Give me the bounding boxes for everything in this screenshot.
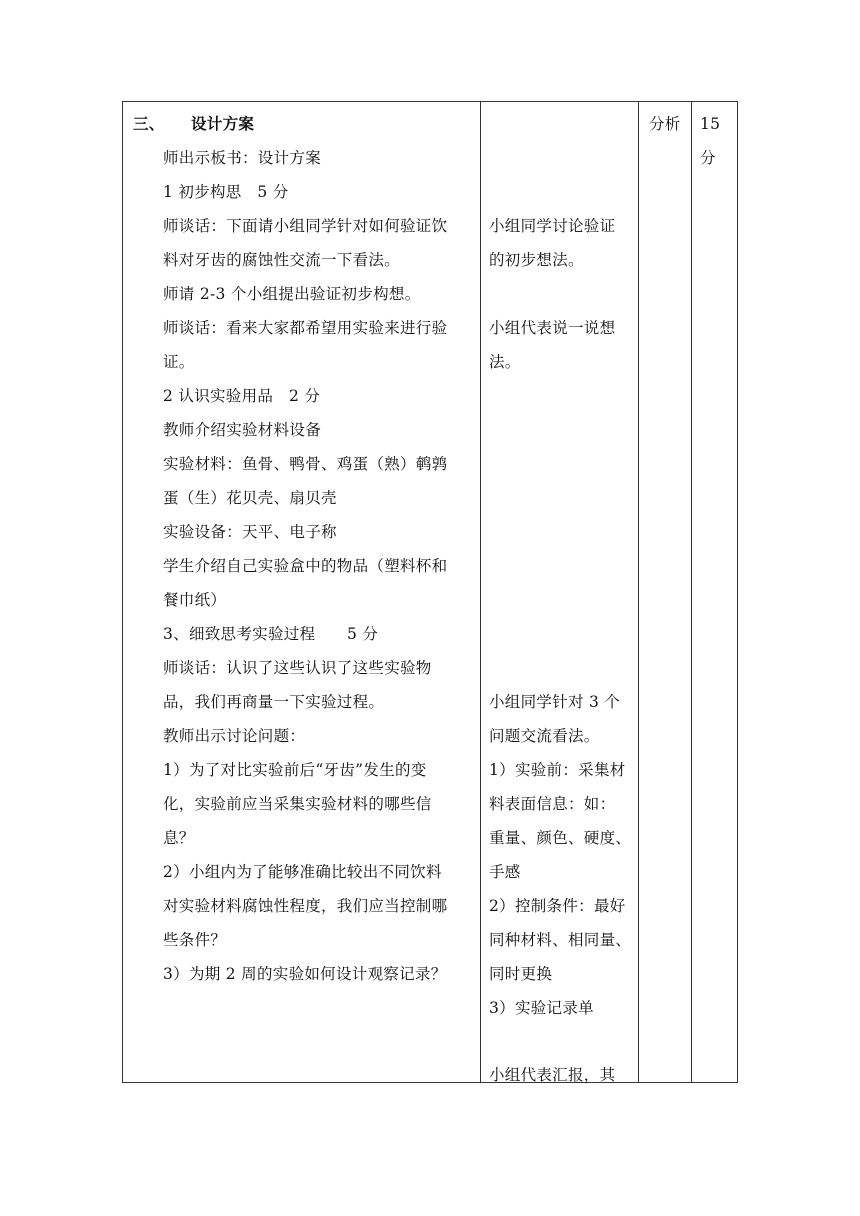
section-title: 设计方案 (191, 114, 255, 133)
teacher-line: 学生介绍自己实验盒中的物品（塑料杯和 (163, 557, 448, 575)
teacher-line: 证。 (163, 353, 195, 371)
teacher-line: 3）为期 2 周的实验如何设计观察记录？ (163, 965, 447, 983)
teacher-line: 教师介绍实验材料设备 (163, 421, 322, 439)
section-number: 三、 (133, 114, 165, 133)
lesson-plan-table (122, 101, 738, 1083)
teacher-line: 实验设备：天平、电子称 (163, 523, 337, 541)
teacher-line: 品，我们再商量一下实验过程。 (163, 693, 385, 711)
time-value: 15 (700, 115, 721, 133)
student-line: 2）控制条件：最好 (489, 897, 626, 915)
student-line: 3）实验记录单 (489, 999, 594, 1017)
student-line: 手感 (489, 863, 521, 881)
column-divider (638, 102, 639, 1082)
teacher-line: 对实验材料腐蚀性程度，我们应当控制哪 (163, 897, 448, 915)
teacher-line: 师谈话：看来大家都希望用实验来进行验 (163, 319, 448, 337)
teacher-line: 些条件？ (163, 931, 227, 949)
teacher-line: 1 初步构思 5 分 (163, 183, 289, 201)
design-intent-label: 分析 (649, 115, 681, 133)
teacher-line: 化，实验前应当采集实验材料的哪些信 (163, 795, 432, 813)
teacher-line: 息？ (163, 829, 195, 847)
time-unit: 分 (700, 149, 716, 167)
teacher-line: 师出示板书：设计方案 (163, 149, 322, 167)
student-line: 问题交流看法。 (489, 727, 600, 745)
student-line: 小组同学讨论验证 (489, 217, 616, 235)
teacher-line: 料对牙齿的腐蚀性交流一下看法。 (163, 251, 401, 269)
teacher-line: 蛋（生）花贝壳、扇贝壳 (163, 489, 337, 507)
teacher-line: 2 认识实验用品 2 分 (163, 387, 321, 405)
student-line: 同种材料、相同量、 (489, 931, 632, 949)
student-line: 重量、颜色、硬度、 (489, 829, 632, 847)
student-line: 小组同学针对 3 个 (489, 693, 621, 711)
student-line: 小组代表说一说想 (489, 319, 616, 337)
teacher-line: 教师出示讨论问题： (163, 727, 306, 745)
teacher-line: 2）小组内为了能够准确比较出不同饮料 (163, 863, 442, 881)
teacher-line: 师请 2-3 个小组提出验证初步构想。 (163, 285, 421, 303)
teacher-line: 实验材料：鱼骨、鸭骨、鸡蛋（熟）鹌鹑 (163, 455, 448, 473)
student-line: 1）实验前：采集材 (489, 761, 626, 779)
student-line: 法。 (489, 353, 521, 371)
teacher-line: 1）为了对比实验前后“牙齿”发生的变 (163, 761, 427, 779)
column-divider (691, 102, 692, 1082)
student-line: 的初步想法。 (489, 251, 584, 269)
teacher-line: 3、细致思考实验过程 5 分 (163, 625, 379, 643)
student-line: 料表面信息：如： (489, 795, 616, 813)
teacher-line: 餐巾纸） (163, 591, 227, 609)
teacher-line: 师谈话：下面请小组同学针对如何验证饮 (163, 217, 448, 235)
column-divider (480, 102, 481, 1082)
student-line: 同时更换 (489, 965, 553, 983)
student-line: 小组代表汇报，其 (489, 1066, 616, 1084)
teacher-line: 师谈话：认识了这些认识了这些实验物 (163, 659, 432, 677)
